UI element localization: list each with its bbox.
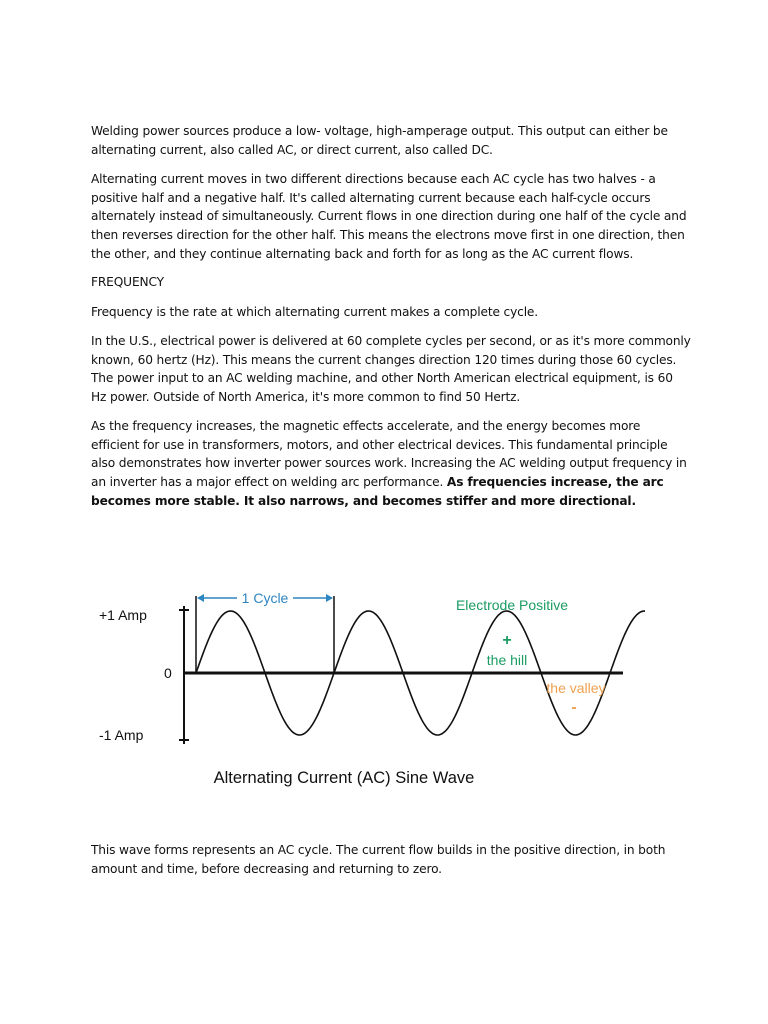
minus-sign-label: - [571,699,577,716]
zero-label: 0 [164,665,172,681]
plus-one-amp-label: +1 Amp [99,607,147,623]
paragraph-wave-description: This wave forms represents an AC cycle. The current flow builds in the positive direction, in both amount and time, before decreasing and returning to zero. [91,843,666,876]
paragraph-frequency-effects-text: As the frequency increases, the magnetic effects accelerate, and the energy becomes more efficient for use in transformers, motors, and other electrical devices. This fundamental principle also demonstrates how inverter power sources work. Increasing the AC welding output frequency in an inverter has a major effect on welding arc performance. [91,419,687,490]
paragraph-alternating-current: Alternating current moves in two different directions because each AC cycle has two halves - a positive half and a negative half. It's called alternating current because each half-cycle occurs alternately instead of simultaneously. Current flows in one direction during one half of the cycle and then reverses direction for the other half. This means the electrons move first in one direction, then the other, and they continue alternating back and forth for as long as the AC current flows. [91,172,687,261]
minus-one-amp-label: -1 Amp [99,727,144,743]
the-valley-label: the valley [546,680,606,696]
cycle-arrow-left-head [197,594,204,602]
figure-caption: Alternating Current (AC) Sine Wave [213,769,475,787]
cycle-arrow-right-head [326,594,333,602]
the-hill-label: the hill [486,652,528,668]
heading-frequency: FREQUENCY [91,275,164,289]
electrode-positive-label: Electrode Positive [455,597,569,613]
sine-wave-svg [85,582,645,792]
paragraph-frequency-effects-bold: As frequencies increase, the arc becomes more stable. It also narrows, and becomes stiffer and more directional. [91,475,664,508]
cycle-label: 1 Cycle [241,590,289,606]
plus-sign-label: + [502,632,512,649]
paragraph-us-power: In the U.S., electrical power is delivered at 60 complete cycles per second, or as it's more commonly known, 60 hertz (Hz). This means the current changes direction 120 times during those 60 cycles. The power input to an AC welding machine, and other North American electrical equipment, is 60 Hz power. Outside of North America, it's more common to find 50 Hertz. [91,334,691,405]
paragraph-frequency-definition: Frequency is the rate at which alternating current makes a complete cycle. [91,305,539,319]
paragraph-frequency-effects [91,417,691,511]
paragraph-intro: Welding power sources produce a low- voltage, high-amperage output. This output can either be alternating current, also called AC, or direct current, also called DC. [91,124,668,157]
sine-wave-figure [85,582,645,792]
